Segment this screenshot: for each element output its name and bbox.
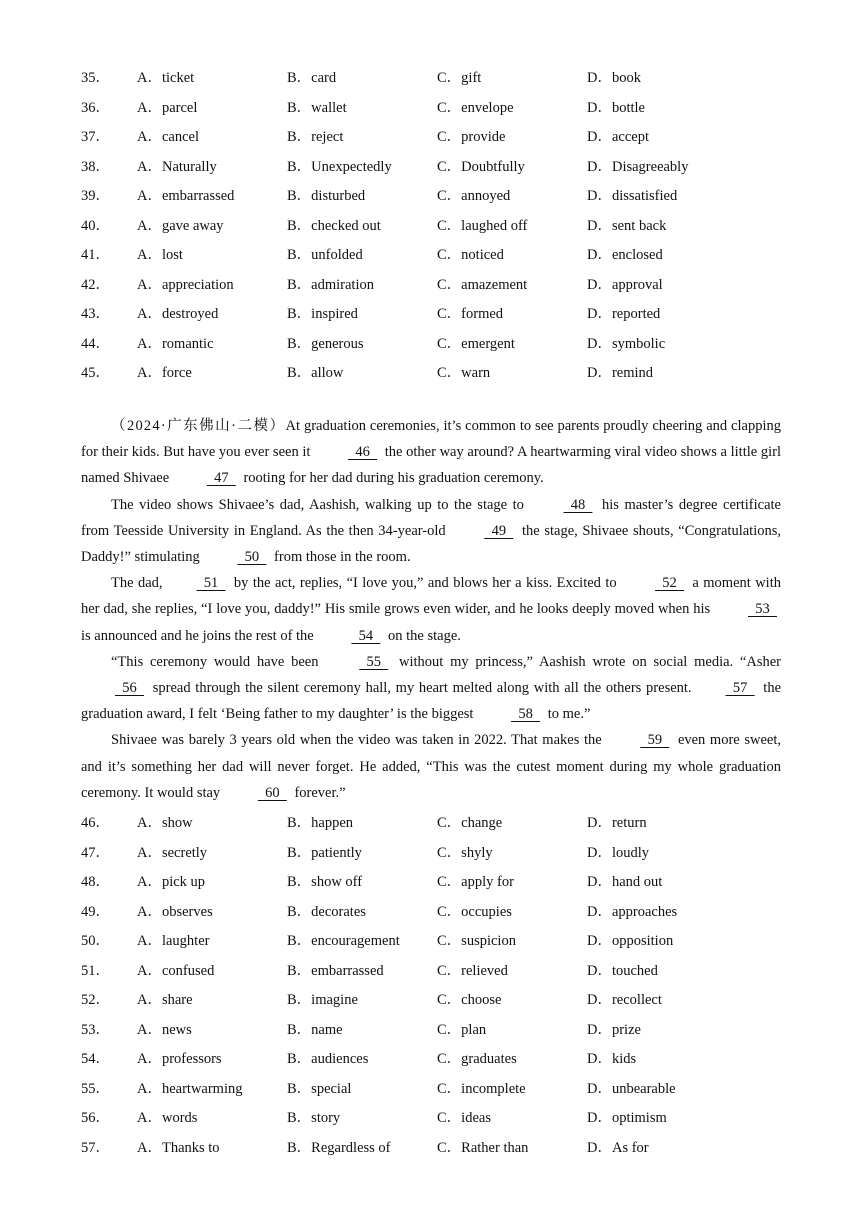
question-number: 55． — [81, 1080, 110, 1097]
passage-text: Shivaee was barely 3 years old when the video was taken in 2022. That makes the — [111, 732, 607, 749]
option-d: D．return — [587, 815, 647, 832]
blank-57: 57 — [725, 680, 755, 697]
option-b: B．checked out — [287, 217, 381, 234]
question-number: 38． — [81, 158, 110, 175]
question-row — [81, 1102, 727, 1132]
option-d: D．accept — [587, 129, 649, 146]
option-c: C．incomplete — [437, 1080, 526, 1097]
blank-51: 51 — [196, 575, 226, 592]
blank-60: 60 — [257, 784, 287, 801]
option-a: A．secretly — [137, 844, 208, 861]
option-c: C．amazement — [437, 276, 528, 293]
question-row — [81, 807, 727, 837]
option-b: B．unfolded — [287, 247, 363, 264]
blank-46: 46 — [348, 444, 378, 461]
option-b: B．generous — [287, 335, 364, 352]
passage-text: on the stage. — [384, 627, 461, 644]
option-c: C．formed — [437, 306, 504, 323]
option-c: C．envelope — [437, 99, 514, 116]
question-number: 52． — [81, 992, 110, 1009]
option-b: B．allow — [287, 365, 344, 382]
cloze-passage — [81, 413, 781, 806]
blank-48: 48 — [563, 496, 593, 513]
option-c: C．shyly — [437, 844, 493, 861]
question-row — [81, 239, 727, 269]
option-a: A．confused — [137, 962, 215, 979]
question-row — [81, 269, 727, 299]
option-d: D．loudly — [587, 844, 650, 861]
question-number: 37． — [81, 129, 110, 146]
passage-text: from those in the room. — [270, 549, 411, 566]
option-a: A．gave away — [137, 217, 224, 234]
option-a: A．Thanks to — [137, 1139, 220, 1156]
question-row — [81, 210, 727, 240]
option-c: C．Doubtfully — [437, 158, 525, 175]
option-b: B．inspired — [287, 306, 358, 323]
question-number: 56． — [81, 1110, 110, 1127]
question-row — [81, 955, 727, 985]
option-c: C．ideas — [437, 1110, 491, 1127]
passage-paragraph-1 — [81, 413, 781, 492]
passage-text: forever.” — [290, 784, 346, 801]
passage-text: “This ceremony would have been — [111, 653, 326, 670]
passage-text: the graduation award, I felt ‘Being father to my daughter’ is the biggest — [81, 680, 781, 723]
blank-54: 54 — [351, 627, 381, 644]
question-number: 50． — [81, 933, 110, 950]
blank-55: 55 — [359, 653, 389, 670]
passage-paragraph-3 — [81, 570, 781, 649]
passage-text: At graduation ceremonies, it’s common to see parents proudly cheering and clapping for their kids. But have you ever seen it — [81, 418, 781, 461]
question-row — [81, 357, 727, 387]
question-row — [81, 151, 727, 181]
question-row — [81, 180, 727, 210]
option-a: A．parcel — [137, 99, 198, 116]
question-row — [81, 984, 727, 1014]
question-row — [81, 298, 727, 328]
option-a: A．professors — [137, 1051, 222, 1068]
option-d: D．Disagreeably — [587, 158, 689, 175]
passage-text: his master’s degree certificate from Teesside University in England. As the then 34-year-old — [81, 496, 781, 539]
option-b: B．special — [287, 1080, 352, 1097]
option-a: A．cancel — [137, 129, 199, 146]
option-a: A．pick up — [137, 874, 206, 891]
option-d: D．sent back — [587, 217, 667, 234]
option-b: B．decorates — [287, 903, 366, 920]
option-a: A．news — [137, 1021, 192, 1038]
option-b: B．name — [287, 1021, 343, 1038]
option-d: D．As for — [587, 1139, 649, 1156]
option-b: B．imagine — [287, 992, 358, 1009]
option-a: A．force — [137, 365, 192, 382]
blank-49: 49 — [484, 522, 514, 539]
option-c: C．noticed — [437, 247, 504, 264]
passage-text: a moment with her dad, she replies, “I love you, daddy!” His smile grows even wider, and he looks deeply moved when his — [81, 575, 781, 618]
question-number: 41． — [81, 247, 110, 264]
options-list-46-57 — [81, 807, 727, 1161]
option-b: B．happen — [287, 815, 354, 832]
question-row — [81, 1073, 727, 1103]
option-b: B．show off — [287, 874, 363, 891]
option-b: B．patiently — [287, 844, 362, 861]
question-number: 54． — [81, 1051, 110, 1068]
question-number: 43． — [81, 306, 110, 323]
option-b: B．Unexpectedly — [287, 158, 392, 175]
question-row — [81, 1043, 727, 1073]
option-a: A．share — [137, 992, 193, 1009]
option-c: C．choose — [437, 992, 502, 1009]
option-d: D．opposition — [587, 933, 674, 950]
passage-text: even more sweet, and it’s something her dad will never forget. He added, “This was the cutest moment during my whole graduation ceremony. It would stay — [81, 732, 781, 801]
option-a: A．destroyed — [137, 306, 219, 323]
option-a: A．show — [137, 815, 193, 832]
option-c: C．emergent — [437, 335, 515, 352]
option-b: B．disturbed — [287, 188, 366, 205]
question-number: 48． — [81, 874, 110, 891]
option-a: A．lost — [137, 247, 183, 264]
option-a: A．words — [137, 1110, 198, 1127]
option-a: A．observes — [137, 903, 213, 920]
option-d: D．reported — [587, 306, 661, 323]
question-number: 53． — [81, 1021, 110, 1038]
question-row — [81, 866, 727, 896]
question-number: 42． — [81, 276, 110, 293]
question-number: 49． — [81, 903, 110, 920]
passage-text: to me.” — [544, 706, 591, 723]
option-d: D．kids — [587, 1051, 637, 1068]
question-row — [81, 92, 727, 122]
option-b: B．wallet — [287, 99, 347, 116]
question-number: 36． — [81, 99, 110, 116]
option-a: A．appreciation — [137, 276, 234, 293]
option-d: D．recollect — [587, 992, 662, 1009]
option-b: B．admiration — [287, 276, 374, 293]
option-d: D．approaches — [587, 903, 678, 920]
question-row — [81, 925, 727, 955]
blank-58: 58 — [511, 706, 541, 723]
passage-source: （2024·广东佛山·二模） — [111, 418, 286, 434]
question-row — [81, 121, 727, 151]
option-b: B．Regardless of — [287, 1139, 391, 1156]
passage-text: by the act, replies, “I love you,” and blows her a kiss. Excited to — [229, 575, 622, 592]
question-number: 46． — [81, 815, 110, 832]
question-number: 44． — [81, 335, 110, 352]
question-row — [81, 62, 727, 92]
question-number: 40． — [81, 217, 110, 234]
blank-50: 50 — [237, 549, 267, 566]
option-c: C．plan — [437, 1021, 487, 1038]
passage-paragraph-4 — [81, 649, 781, 728]
option-d: D．prize — [587, 1021, 641, 1038]
passage-paragraph-2 — [81, 492, 781, 571]
question-number: 47． — [81, 844, 110, 861]
question-number: 51． — [81, 962, 110, 979]
option-a: A．ticket — [137, 70, 195, 87]
option-d: D．enclosed — [587, 247, 663, 264]
blank-56: 56 — [115, 680, 144, 697]
option-d: D．book — [587, 70, 641, 87]
passage-text: the stage, Shivaee shouts, “Congratulations, Daddy!” stimulating — [81, 522, 781, 566]
option-b: B．encouragement — [287, 933, 400, 950]
option-c: C．gift — [437, 70, 482, 87]
blank-52: 52 — [655, 575, 685, 592]
blank-47: 47 — [206, 470, 236, 487]
option-d: D．touched — [587, 962, 658, 979]
option-b: B．audiences — [287, 1051, 369, 1068]
passage-paragraph-5 — [81, 727, 781, 806]
option-b: B．reject — [287, 129, 344, 146]
option-c: C．provide — [437, 129, 506, 146]
option-d: D．unbearable — [587, 1080, 676, 1097]
option-c: C．annoyed — [437, 188, 511, 205]
question-row — [81, 837, 727, 867]
option-c: C．Rather than — [437, 1139, 529, 1156]
option-c: C．warn — [437, 365, 491, 382]
option-a: A．Naturally — [137, 158, 217, 175]
option-c: C．occupies — [437, 903, 512, 920]
passage-text: The video shows Shivaee’s dad, Aashish, walking up to the stage to — [111, 496, 530, 513]
option-b: B．embarrassed — [287, 962, 384, 979]
question-row — [81, 896, 727, 926]
blank-59: 59 — [640, 732, 670, 749]
question-number: 57． — [81, 1139, 110, 1156]
passage-text: The dad, — [111, 575, 163, 592]
passage-text: is announced and he joins the rest of the — [81, 627, 318, 644]
question-row — [81, 1132, 727, 1162]
question-row — [81, 1014, 727, 1044]
option-c: C．laughed off — [437, 217, 528, 234]
option-d: D．hand out — [587, 874, 663, 891]
question-number: 45． — [81, 365, 110, 382]
option-a: A．heartwarming — [137, 1080, 243, 1097]
option-c: C．relieved — [437, 962, 508, 979]
option-c: C．apply for — [437, 874, 514, 891]
option-a: A．embarrassed — [137, 188, 235, 205]
option-d: D．remind — [587, 365, 654, 382]
option-b: B．card — [287, 70, 337, 87]
blank-53: 53 — [748, 601, 777, 618]
question-number: 39． — [81, 188, 110, 205]
option-d: D．approval — [587, 276, 663, 293]
question-number: 35． — [81, 70, 110, 87]
passage-text: without my princess,” Aashish wrote on social media. “Asher — [392, 653, 781, 670]
option-d: D．bottle — [587, 99, 645, 116]
option-c: C．change — [437, 815, 503, 832]
option-d: D．dissatisfied — [587, 188, 678, 205]
passage-text: the other way around? A heartwarming viral video shows a little girl named Shivaee — [81, 444, 782, 487]
passage-text: spread through the silent ceremony hall, my heart melted along with all the others present. — [148, 680, 692, 697]
option-d: D．optimism — [587, 1110, 667, 1127]
option-a: A．laughter — [137, 933, 210, 950]
passage-text: rooting for her dad during his graduation ceremony. — [239, 470, 544, 487]
option-d: D．symbolic — [587, 335, 666, 352]
question-row — [81, 328, 727, 358]
option-b: B．story — [287, 1110, 341, 1127]
options-list-35-45 — [81, 62, 727, 387]
option-a: A．romantic — [137, 335, 214, 352]
option-c: C．graduates — [437, 1051, 517, 1068]
option-c: C．suspicion — [437, 933, 516, 950]
